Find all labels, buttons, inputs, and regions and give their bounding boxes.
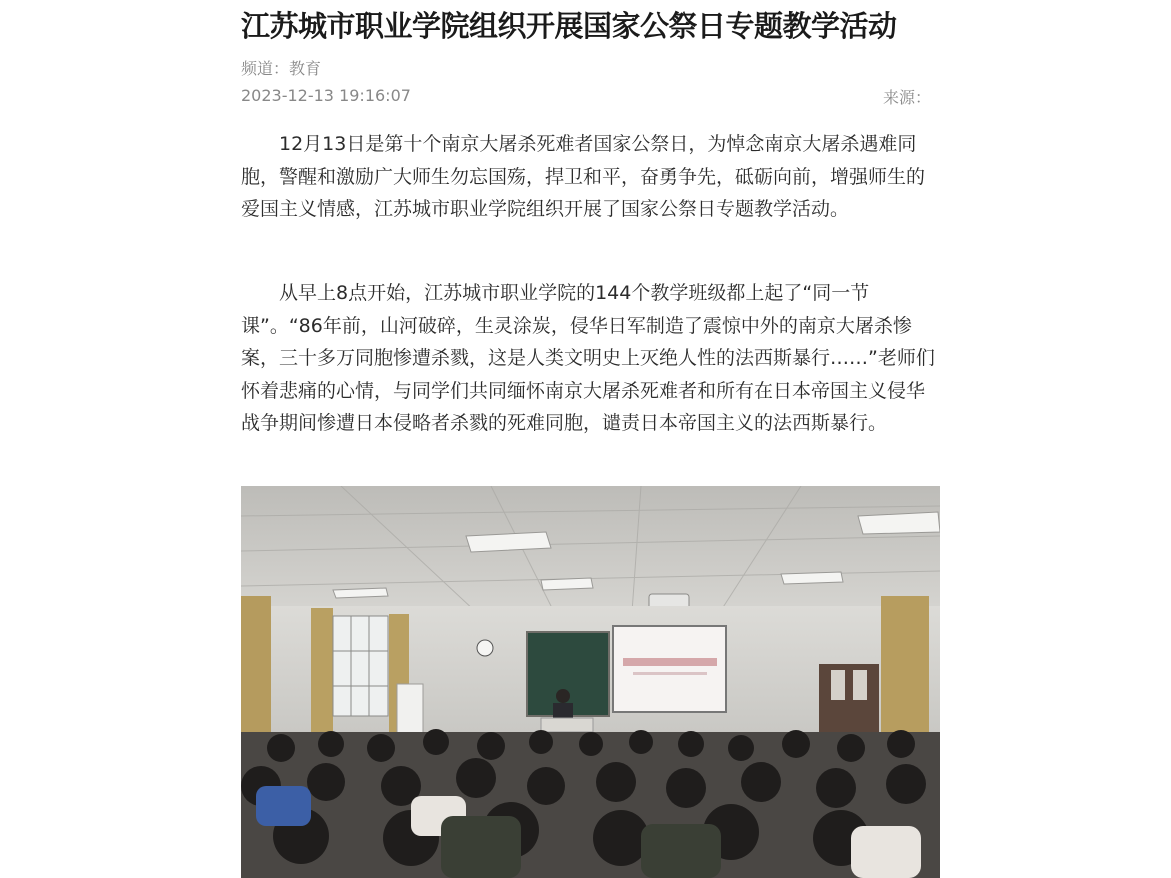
classroom-photo	[241, 486, 940, 878]
channel-label: 频道：教育	[241, 59, 322, 78]
classroom-photo-illustration	[241, 486, 940, 878]
publish-datetime: 2023-12-13 19:16:07	[241, 86, 411, 105]
article-title: 江苏城市职业学院组织开展国家公祭日专题教学活动	[241, 9, 897, 43]
source-label: 来源：	[882, 88, 931, 107]
article-paragraph: 从早上8点开始，江苏城市职业学院的144个教学班级都上起了“同一节课”。“86年前，山河破碎，生灵涂炭，侵华日军制造了震惊中外的南京大屠杀惨案，三十多万同胞惨遭杀戮，这是人类文明史上灭绝人性的法西斯暴行……”老师们怀着悲痛的心情，与同学们共同缅怀南京大屠杀死难者和所有在日本帝国主义侵华战争期间惨遭日本侵略者杀戮的死难同胞，谴责日本帝国主义的法西斯暴行。	[241, 282, 935, 434]
article-paragraph: 12月13日是第十个南京大屠杀死难者国家公祭日，为悼念南京大屠杀遇难同胞，警醒和激励广大师生勿忘国殇，捍卫和平，奋勇争先，砥砺向前，增强师生的爱国主义情感，江苏城市职业学院组织开展了国家公祭日专题教学活动。	[241, 133, 926, 220]
